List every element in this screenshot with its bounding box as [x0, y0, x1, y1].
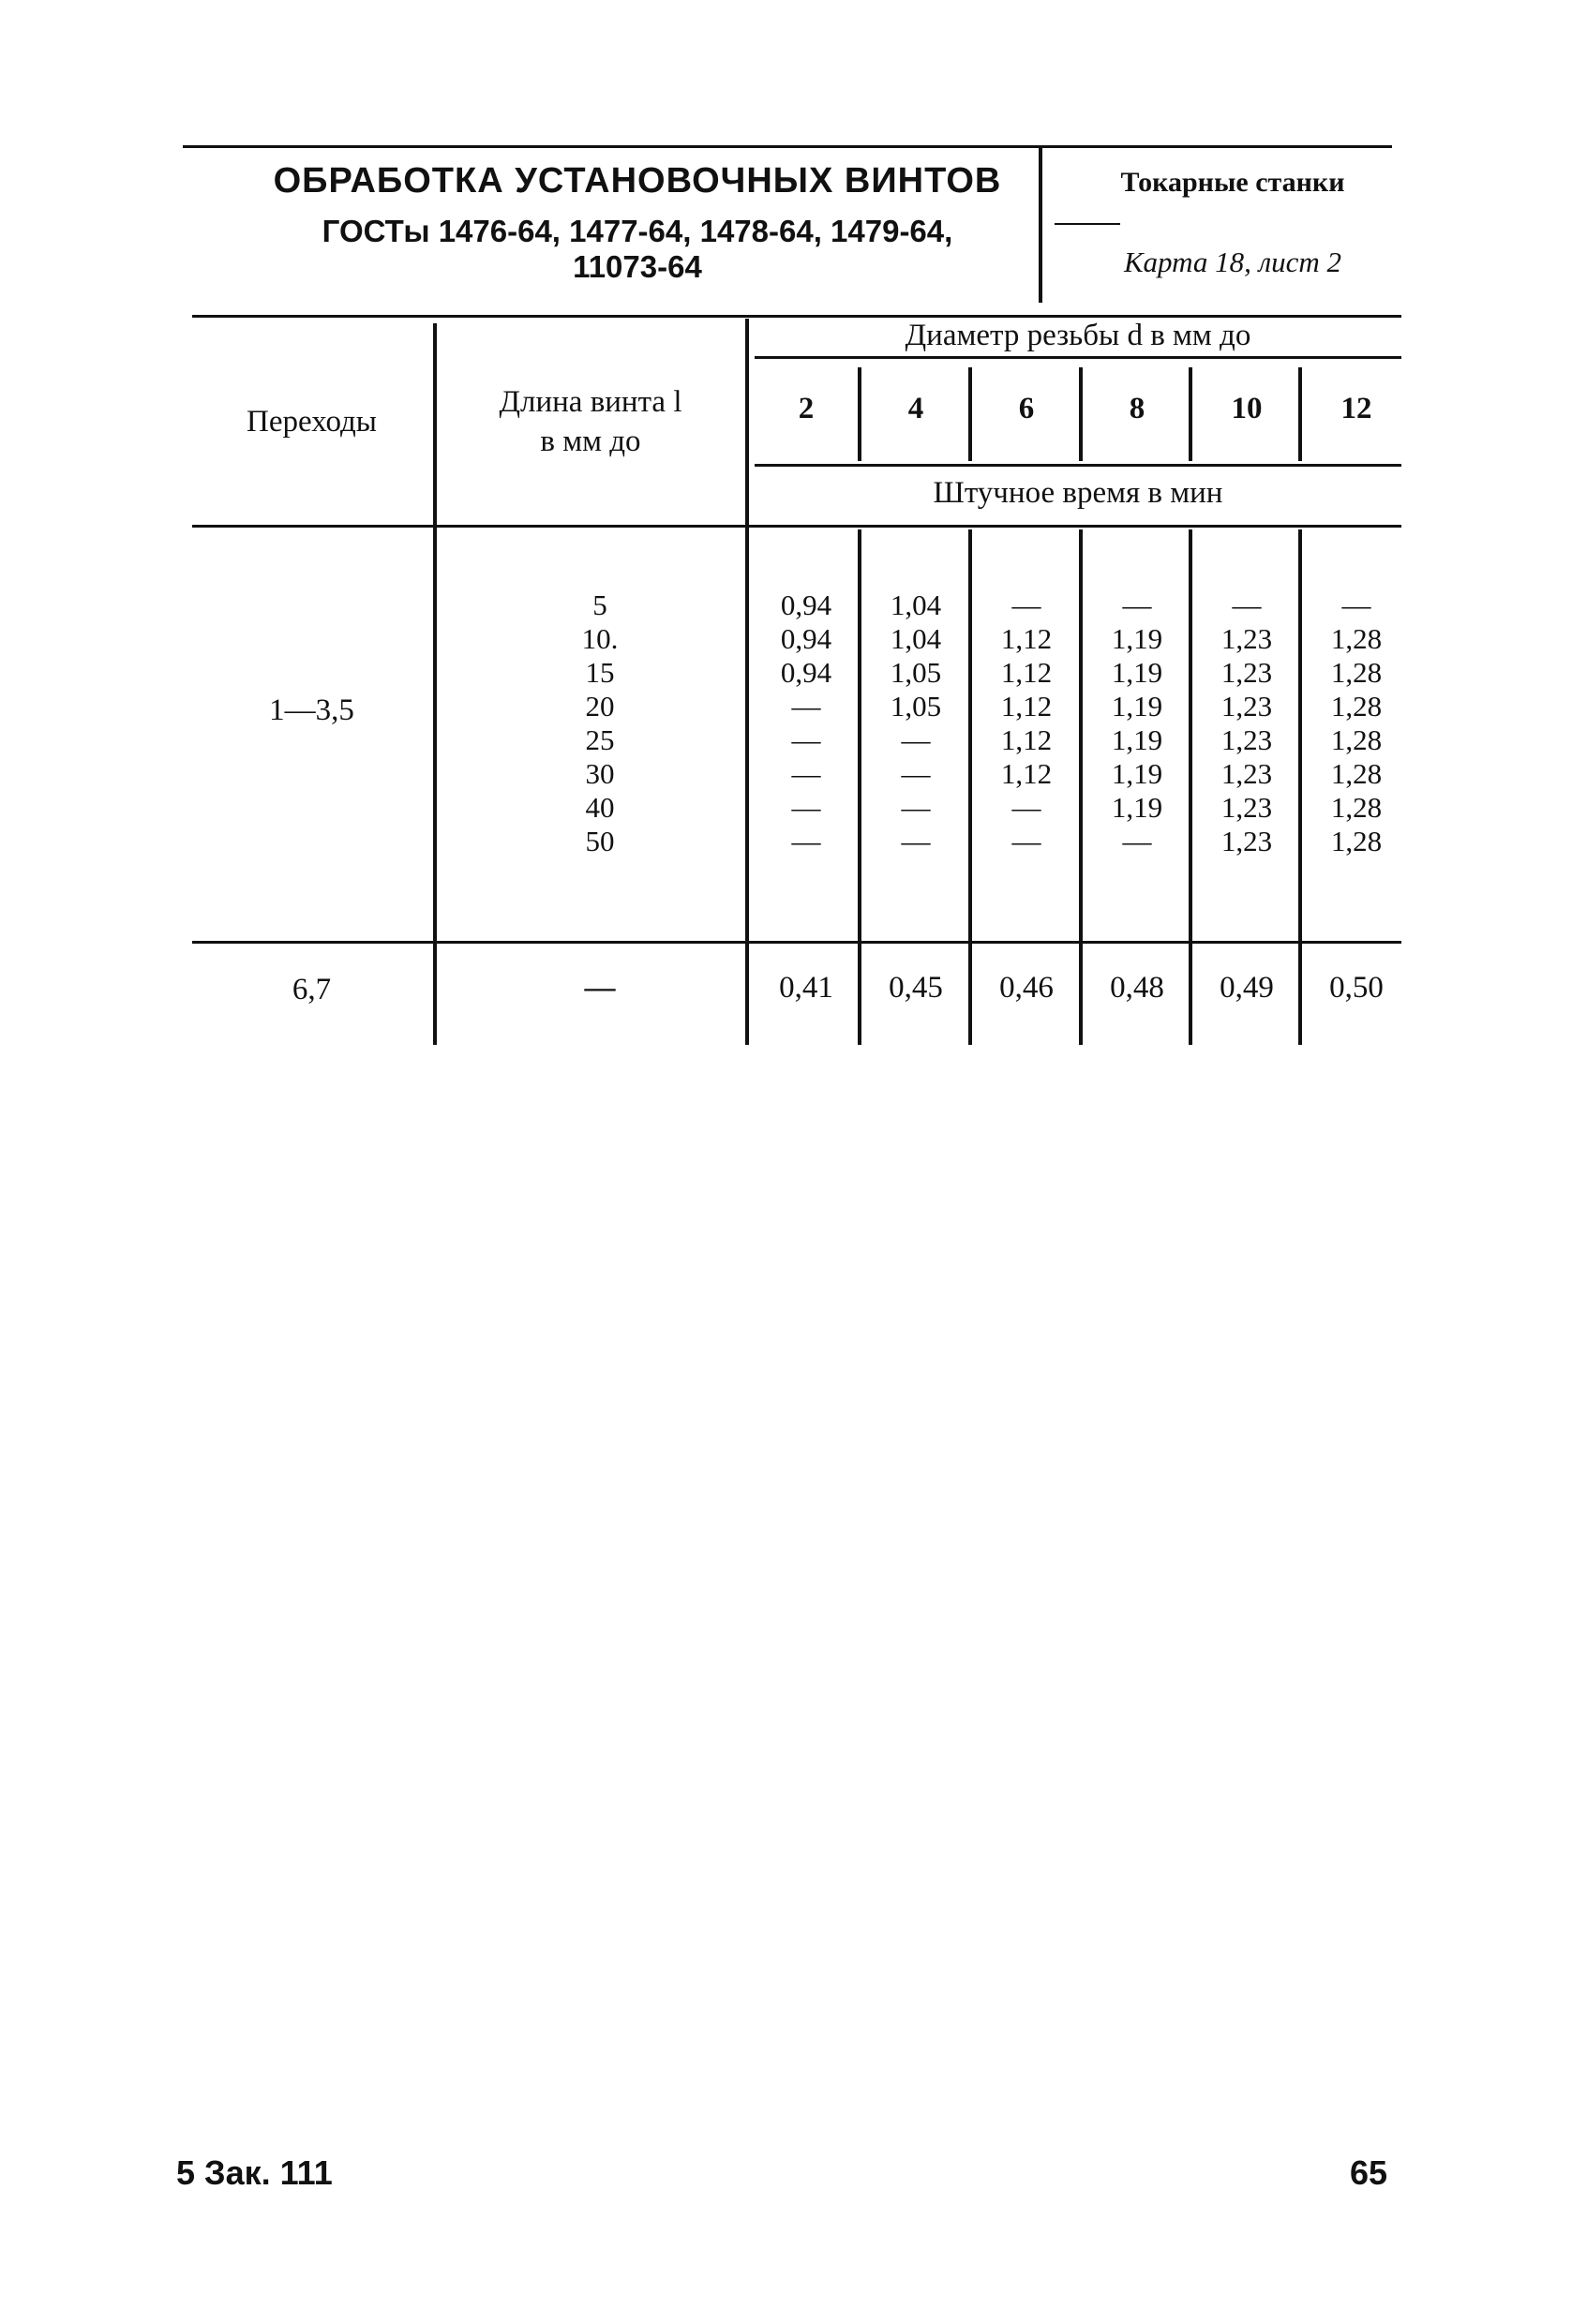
transitions-header: Переходы [247, 405, 377, 439]
length-value: 30 [585, 757, 615, 790]
page-number: 65 [1350, 2153, 1388, 2192]
time-value: 0,94 [780, 656, 832, 689]
gost-line-1: ГОСТы 1476-64, 1477-64, 1478-64, 1479-64, [322, 214, 953, 248]
row2-d2: 0,41 [779, 971, 833, 1005]
time-value: — [1122, 588, 1152, 621]
time-value: — [901, 723, 931, 756]
length-value: 50 [585, 825, 615, 857]
row2-d8: 0,48 [1110, 971, 1164, 1005]
row2-d6: 0,46 [999, 971, 1054, 1005]
col-sep-length [745, 319, 749, 1045]
time-value: — [1011, 791, 1041, 824]
time-value: 0,94 [780, 622, 832, 655]
gost-list [234, 214, 1041, 285]
diameter-6: 6 [1018, 392, 1035, 425]
time-value: — [1011, 588, 1041, 621]
time-value: 1,12 [1000, 757, 1053, 790]
row1-col-d4 [864, 588, 967, 858]
col-sep-transitions [433, 323, 437, 1045]
time-value: 1,28 [1330, 723, 1383, 756]
diameter-10: 10 [1231, 392, 1263, 425]
time-value: 1,19 [1111, 791, 1163, 824]
time-value: — [791, 791, 821, 824]
row2-transition: 6,7 [292, 973, 332, 1006]
diameter-2: 2 [798, 392, 815, 425]
row1-col-d6 [975, 588, 1078, 858]
row2-d12: 0,50 [1329, 971, 1384, 1005]
hdr-sep-1 [858, 367, 861, 461]
row1-col-d8 [1085, 588, 1189, 858]
time-value: 1,12 [1000, 656, 1053, 689]
time-value: — [901, 791, 931, 824]
time-value: 1,05 [890, 690, 942, 723]
diameter-values-rule [755, 464, 1401, 467]
length-value: 5 [592, 588, 607, 621]
time-value: — [791, 723, 821, 756]
gost-line-2: 11073-64 [573, 249, 702, 284]
diameter-header-rule [755, 356, 1401, 359]
diameter-header: Диаметр резьбы d в мм до [905, 319, 1251, 352]
length-value: 20 [585, 690, 615, 723]
hdr-sep-4 [1189, 367, 1192, 461]
time-header: Штучное время в мин [933, 476, 1223, 510]
row2-length: — [584, 971, 616, 1005]
diameter-4: 4 [907, 392, 924, 425]
time-value: 1,23 [1220, 723, 1273, 756]
hdr-sep-2 [968, 367, 972, 461]
row1-col-d10 [1195, 588, 1298, 858]
body-sep-1 [858, 529, 861, 1045]
length-value: 40 [585, 791, 615, 824]
row1-transition: 1—3,5 [269, 693, 354, 727]
time-value: 1,23 [1220, 656, 1273, 689]
time-value: — [791, 690, 821, 723]
document-title: ОБРАБОТКА УСТАНОВОЧНЫХ ВИНТОВ [273, 161, 1002, 201]
time-value: 1,19 [1111, 723, 1163, 756]
header-right-rule [1055, 223, 1120, 225]
time-value: 1,23 [1220, 757, 1273, 790]
time-value: 1,19 [1111, 656, 1163, 689]
row1-col-d12 [1305, 588, 1408, 858]
length-value: 25 [585, 723, 615, 756]
time-value: 1,28 [1330, 757, 1383, 790]
header-body-rule [192, 525, 1401, 528]
length-value: 10. [581, 622, 619, 655]
time-value: — [901, 757, 931, 790]
length-header [441, 382, 741, 461]
time-value: 1,28 [1330, 791, 1383, 824]
time-value: 1,23 [1220, 690, 1273, 723]
time-value: 1,12 [1000, 690, 1053, 723]
time-value: — [1011, 825, 1041, 857]
time-value: 1,19 [1111, 757, 1163, 790]
time-value: — [1341, 588, 1371, 621]
card-label: Карта 18, лист 2 [1123, 246, 1342, 278]
diameter-8: 8 [1129, 392, 1145, 425]
row2-d10: 0,49 [1220, 971, 1274, 1005]
length-header-line-2: в мм до [540, 425, 641, 458]
time-value: — [791, 825, 821, 857]
header-top-rule [183, 145, 1392, 148]
time-value: 1,12 [1000, 622, 1053, 655]
time-value: 1,19 [1111, 622, 1163, 655]
time-value: 1,04 [890, 588, 942, 621]
body-sep-5 [1298, 529, 1302, 1045]
time-value: 1,04 [890, 622, 942, 655]
time-value: — [1232, 588, 1262, 621]
time-value: 0,94 [780, 588, 832, 621]
print-order-note: 5 Зак. 111 [176, 2153, 333, 2192]
table-top-rule [192, 315, 1401, 318]
body-sep-3 [1079, 529, 1083, 1045]
hdr-sep-3 [1079, 367, 1083, 461]
time-value: — [791, 757, 821, 790]
time-value: 1,23 [1220, 825, 1273, 857]
time-value: 1,12 [1000, 723, 1053, 756]
hdr-sep-5 [1298, 367, 1302, 461]
row1-lengths [525, 588, 675, 858]
time-value: 1,19 [1111, 690, 1163, 723]
time-value: 1,28 [1330, 656, 1383, 689]
time-value: 1,28 [1330, 825, 1383, 857]
time-value: 1,28 [1330, 622, 1383, 655]
row1-col-d2 [755, 588, 858, 858]
time-value: — [1122, 825, 1152, 857]
row2-d4: 0,45 [889, 971, 943, 1005]
row-separator [192, 941, 1401, 944]
time-value: 1,28 [1330, 690, 1383, 723]
header-divider [1039, 145, 1042, 303]
time-value: 1,05 [890, 656, 942, 689]
time-value: 1,23 [1220, 791, 1273, 824]
body-sep-2 [968, 529, 972, 1045]
diameter-12: 12 [1340, 392, 1372, 425]
time-value: 1,23 [1220, 622, 1273, 655]
body-sep-4 [1189, 529, 1192, 1045]
length-header-line-1: Длина винта l [499, 385, 682, 419]
length-value: 15 [585, 656, 615, 689]
time-value: — [901, 825, 931, 857]
machine-type: Токарные станки [1120, 167, 1345, 198]
